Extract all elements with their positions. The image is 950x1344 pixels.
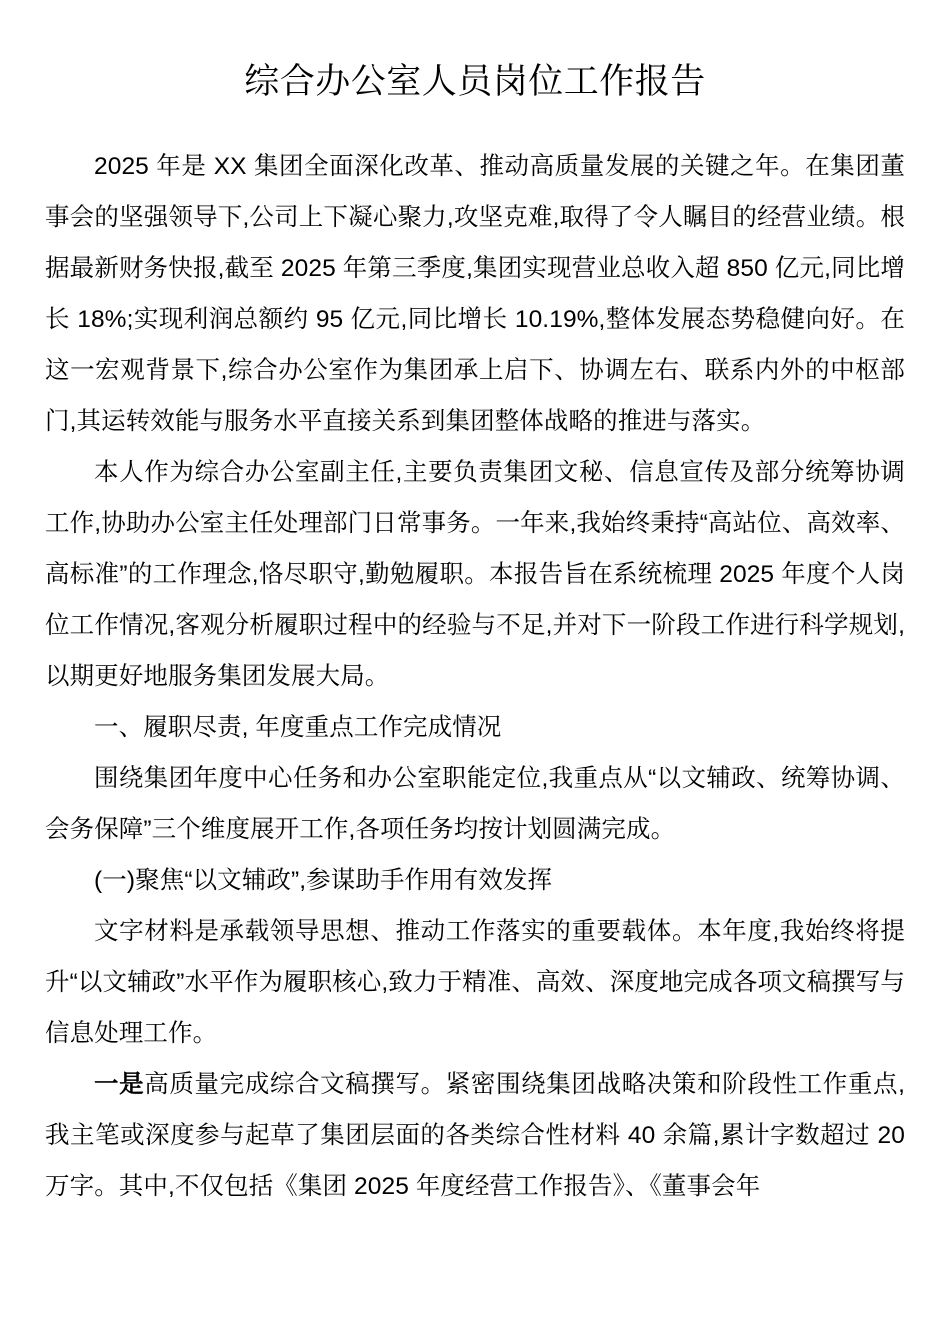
- subsection-heading-1: (一)聚焦“以文辅政”,参谋助手作用有效发挥: [94, 867, 553, 895]
- paragraph-intro-overview: 2025 年是 XX 集团全面深化改革、推动高质量发展的关键之年。在集团董事会的坚强领导下,公司上下凝心聚力,攻坚克难,取得了令人瞩目的经营业绩。根据最新财务快报,截至 2025 年第三季度,集团实现营业总收入超 850 亿元,同比增长 18%;实现利润总额约 95 亿元,同比增长 10.19%,整体发展态势稳健向好。在这一宏观背景下,综合办公室作为集团承上启下、协调左右、联系内外的中枢部门,其运转效能与服务水平直接关系到集团整体战略的推进与落实。: [45, 153, 905, 436]
- paragraph-document-drafting-intro: 文字材料是承载领导思想、推动工作落实的重要载体。本年度,我始终将提升“以文辅政”水平作为履职核心,致力于精准、高效、深度地完成各项文稿撰写与信息处理工作。: [45, 918, 905, 1048]
- paragraph-point-one: [45, 1059, 905, 1212]
- point-one-body-text: 高质量完成综合文稿撰写。紧密围绕集团战略决策和阶段性工作重点,我主笔或深度参与起草了集团层面的各类综合性材料 40 余篇,累计字数超过 20 万字。其中,不仅包括《集团 2025 年度经营工作报告》、《董事会年: [45, 1071, 906, 1201]
- document-body: [45, 141, 905, 1212]
- page-title: 综合办公室人员岗位工作报告: [244, 62, 706, 101]
- section-heading-1: 一、履职尽责, 年度重点工作完成情况: [94, 714, 502, 742]
- point-one-lead-label: 一是: [94, 1071, 145, 1099]
- paragraph-work-dimensions: 围绕集团年度中心任务和办公室职能定位,我重点从“以文辅政、统筹协调、会务保障”三个维度展开工作,各项任务均按计划圆满完成。: [45, 765, 905, 844]
- paragraph-role-description: 本人作为综合办公室副主任,主要负责集团文秘、信息宣传及部分统筹协调工作,协助办公室主任处理部门日常事务。一年来,我始终秉持“高站位、高效率、高标准”的工作理念,恪尽职守,勤勉履职。本报告旨在系统梳理 2025 年度个人岗位工作情况,客观分析履职过程中的经验与不足,并对下一阶段工作进行科学规划,以期更好地服务集团发展大局。: [45, 459, 905, 691]
